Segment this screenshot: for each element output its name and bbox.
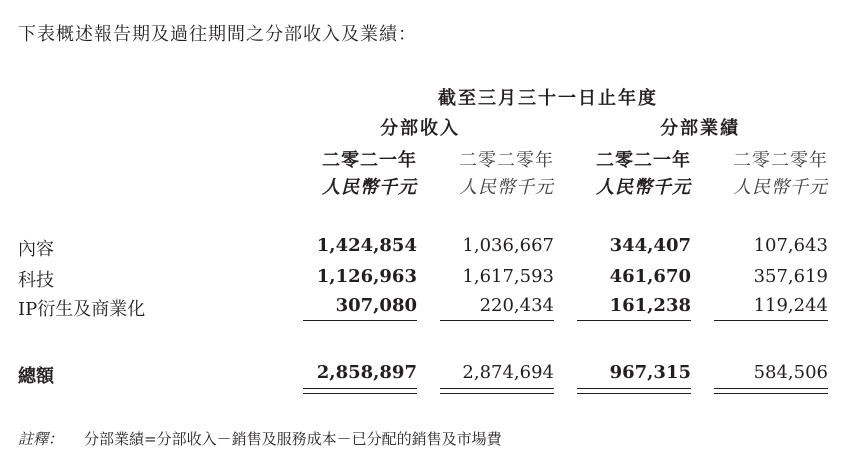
cell-technology-results-2020: 357,619 — [753, 266, 828, 287]
segment-revenue-header: 分部收入 — [380, 118, 460, 139]
col-year-results-2021: 二零二一年 — [596, 150, 691, 171]
cell-ip-results-2020: 119,244 — [753, 295, 828, 316]
subtotal-rule-col3 — [577, 320, 691, 321]
cell-total-revenue-2021: 2,858,897 — [316, 362, 417, 383]
col-year-results-2020: 二零二零年 — [733, 150, 828, 171]
total-rule-bottom-col2 — [440, 393, 554, 394]
cell-technology-results-2021: 461,670 — [609, 266, 691, 287]
col-year-revenue-2020: 二零二零年 — [459, 150, 554, 171]
cell-ip-revenue-2021: 307,080 — [335, 295, 417, 316]
total-rule-top-col2 — [440, 388, 554, 389]
total-rule-top-col3 — [577, 388, 691, 389]
row-label-content: 內容 — [18, 239, 54, 260]
cell-ip-results-2021: 161,238 — [609, 295, 691, 316]
cell-content-revenue-2020: 1,036,667 — [462, 235, 554, 256]
subtotal-rule-col2 — [440, 320, 554, 321]
intro-text: 下表概述報告期及過往期間之分部收入及業績： — [18, 24, 417, 45]
cell-technology-revenue-2020: 1,617,593 — [462, 266, 554, 287]
subtotal-rule-col1 — [303, 320, 417, 321]
row-label-ip: IP衍生及商業化 — [18, 299, 146, 320]
note-label: 註釋： — [18, 430, 64, 448]
col-unit-revenue-2021: 人民幣千元 — [322, 177, 417, 198]
subtotal-rule-col4 — [714, 320, 828, 321]
total-rule-bottom-col4 — [714, 393, 828, 394]
cell-content-results-2021: 344,407 — [609, 235, 691, 256]
col-unit-results-2021: 人民幣千元 — [596, 177, 691, 198]
cell-ip-revenue-2020: 220,434 — [479, 295, 554, 316]
segment-results-header: 分部業績 — [660, 118, 740, 139]
cell-total-revenue-2020: 2,874,694 — [462, 362, 554, 383]
cell-content-revenue-2021: 1,424,854 — [316, 235, 417, 256]
cell-content-results-2020: 107,643 — [753, 235, 828, 256]
period-header: 截至三月三十一日止年度 — [438, 88, 658, 109]
col-unit-results-2020: 人民幣千元 — [733, 177, 828, 198]
row-label-technology: 科技 — [18, 270, 54, 291]
total-rule-bottom-col3 — [577, 393, 691, 394]
cell-technology-revenue-2021: 1,126,963 — [316, 266, 417, 287]
cell-total-results-2021: 967,315 — [609, 362, 691, 383]
total-rule-top-col4 — [714, 388, 828, 389]
total-rule-top-col1 — [303, 388, 417, 389]
total-rule-bottom-col1 — [303, 393, 417, 394]
note-text: 分部業績=分部收入－銷售及服務成本－已分配的銷售及市場費 — [84, 430, 502, 448]
col-year-revenue-2021: 二零二一年 — [322, 150, 417, 171]
cell-total-results-2020: 584,506 — [753, 362, 828, 383]
col-unit-revenue-2020: 人民幣千元 — [459, 177, 554, 198]
row-label-total: 總額 — [18, 366, 54, 387]
